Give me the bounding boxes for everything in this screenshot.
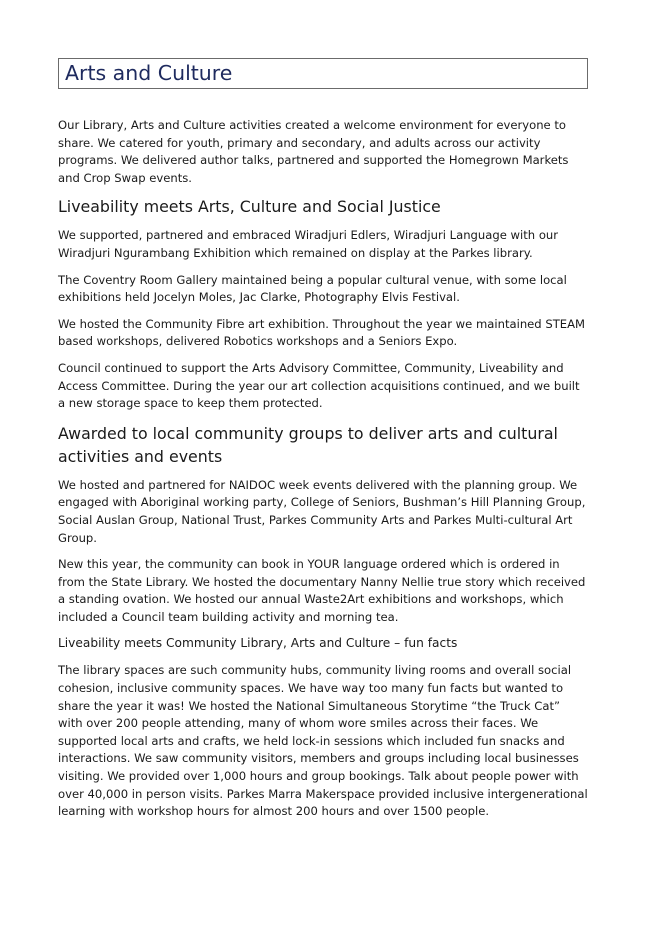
paragraph-coventry-gallery: The Coventry Room Gallery maintained being a popular cultural venue, with some local exhibitions held Jocelyn Moles, Jac Clarke, Photography Elvis Festival. bbox=[58, 272, 567, 305]
document-page bbox=[58, 58, 588, 821]
section-heading-fun-facts: Liveability meets Community Library, Arts and Culture – fun facts bbox=[58, 636, 458, 651]
paragraph-naidoc: We hosted and partnered for NAIDOC week events delivered with the planning group. We engaged with Aboriginal working party, College of Seniors, Bushman’s Hill Planning Group, Social Auslan Group, National Trust, Parkes Community Arts and Parkes Multi-cultural Art Group. bbox=[58, 477, 586, 545]
section-heading-liveability-arts: Liveability meets Arts, Culture and Social Justice bbox=[58, 197, 441, 217]
intro-paragraph: Our Library, Arts and Culture activities created a welcome environment for everyone to share. We catered for youth, primary and secondary, and adults across our activity programs. We delivered author talks, partnered and supported the Homegrown Markets and Crop Swap events. bbox=[58, 118, 569, 185]
paragraph-library-spaces: The library spaces are such community hubs, community living rooms and overall social cohesion, inclusive community spaces. We have way too many fun facts but wanted to share the year it was! We hosted the National Simultaneous Storytime “the Truck Cat” with over 200 people attending, many of whom wore smiles across their faces. We supported local arts and crafts, we held lock-in sessions which included fun snacks and interactions. We saw community visitors, members and groups including local businesses visiting. We provided over 1,000 hours and group bookings. Talk about people power with over 40,000 in person visits. Parkes Marra Makerspace provided inclusive intergenerational learning with workshop hours for almost 200 hours and over 1500 people. bbox=[58, 663, 588, 819]
section-heading-awarded: Awarded to local community groups to deliver arts and cultural activities and events bbox=[58, 423, 558, 466]
title-box bbox=[58, 58, 588, 89]
paragraph-fibre-exhibition: We hosted the Community Fibre art exhibition. Throughout the year we maintained STEAM based workshops, delivered Robotics workshops and a Seniors Expo. bbox=[58, 316, 586, 349]
paragraph-council-committees: Council continued to support the Arts Advisory Committee, Community, Liveability and Access Committee. During the year our art collection acquisitions continued, and we built a new storage space to keep them protected. bbox=[58, 360, 580, 411]
page-title: Arts and Culture bbox=[65, 61, 233, 86]
paragraph-new-this-year: New this year, the community can book in YOUR language ordered which is ordered in from the State Library. We hosted the documentary Nanny Nellie true story which received a standing ovation. We hosted our annual Waste2Art exhibitions and workshops, which included a Council team building activity and morning tea. bbox=[58, 557, 586, 624]
paragraph-wiradjuri: We supported, partnered and embraced Wiradjuri Edlers, Wiradjuri Language with our Wiradjuri Ngurambang Exhibition which remained on display at the Parkes library. bbox=[58, 228, 559, 260]
